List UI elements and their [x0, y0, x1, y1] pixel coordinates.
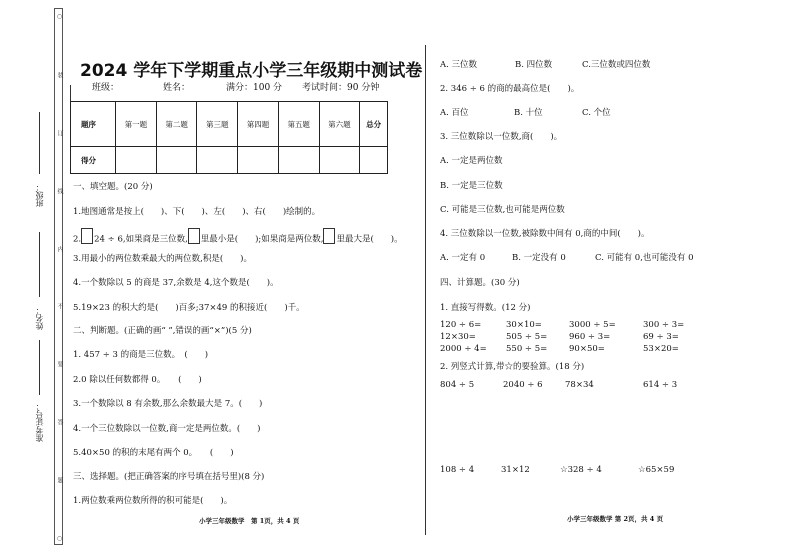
name-field: 姓名：: [163, 83, 191, 93]
question: 5.19×23 的积大约是( )百多;37×49 的积接近( )千。: [73, 303, 305, 313]
binding-mark: 要: [56, 361, 63, 368]
question: 4.一个数除以 5 的商是 37,余数是 4,这个数是( )。: [73, 278, 279, 288]
oral-calc-item: 53×20=: [643, 344, 679, 354]
binding-mark: 线: [56, 187, 63, 194]
binding-mark: 订: [56, 129, 63, 136]
page-title: 2024 学年下学期重点小学三年级期中测试卷: [80, 61, 423, 81]
binding-mark: 答: [56, 419, 63, 426]
option-a: A. 三位数: [440, 60, 478, 70]
header-q4: 第四题: [238, 102, 279, 147]
blank-box: [323, 228, 335, 244]
vertical-calc-item: 108 ÷ 4: [440, 465, 475, 475]
question: 3.用最小的两位数乘最大的两位数,积是( )。: [73, 254, 252, 264]
class-line: [39, 112, 40, 174]
oral-calc-item: 12×30=: [440, 332, 476, 342]
name-label: 姓名：: [35, 306, 44, 330]
vertical-calc-item: ☆328 ÷ 4: [560, 465, 602, 475]
vertical-calc-item: 614 ÷ 3: [643, 380, 678, 390]
oral-calc-item: 30×10=: [506, 320, 542, 330]
question: 1. 457 ÷ 3 的商是三位数。 ( ): [73, 350, 209, 360]
option-b: B. 一定是三位数: [440, 181, 503, 191]
question-text: 里最大是( )。: [336, 234, 403, 245]
question-text: 24 ÷ 6,如果商是三位数,: [94, 234, 188, 245]
question: 4.一个三位数除以一位数,商一定是两位数。( ): [73, 424, 261, 434]
question: 2. 346 ÷ 6 的商的最高位是( )。: [440, 84, 580, 94]
blank-box: [188, 228, 200, 244]
score-cell: [197, 147, 238, 174]
binding-strip: [54, 8, 63, 545]
option-c: C.三位数或四位数: [582, 60, 651, 70]
section-2-heading: 二、判断题。(正确的画“ ”,错误的画“×”)(5 分): [73, 326, 252, 336]
question: 4. 三位数除以一位数,被除数中间有 0,商的中间( )。: [440, 229, 650, 239]
header-order: 题序: [71, 102, 116, 147]
oral-calc-item: 505 ÷ 5=: [506, 332, 548, 342]
option-c: C. 可能有 0,也可能没有 0: [595, 253, 694, 263]
subsection-heading: 1. 直接写得数。(12 分): [440, 303, 531, 313]
oral-calc-item: 550 ÷ 5=: [506, 344, 548, 354]
score-table: [70, 101, 388, 174]
vertical-calc-item: 2040 ÷ 6: [503, 380, 543, 390]
score-cell: [116, 147, 157, 174]
header-q1: 第一题: [116, 102, 157, 147]
header-q5: 第五题: [278, 102, 319, 147]
oral-calc-item: 960 ÷ 3=: [569, 332, 611, 342]
option-b: B. 四位数: [515, 60, 553, 70]
option-a: A. 百位: [440, 108, 469, 118]
score-cell: [156, 147, 197, 174]
option-a: A. 一定有 0: [440, 253, 486, 263]
binding-mark: ○: [56, 534, 63, 542]
question: 1.两位数乘两位数所得的积可能是( )。: [73, 496, 233, 506]
question-number: 2.: [73, 234, 82, 245]
binding-mark: 题: [56, 477, 63, 483]
question: 3.一个数除以 8 有余数,那么余数最大是 7。( ): [73, 399, 263, 409]
section-3-heading: 三、选择题。(把正确答案的序号填在括号里)(8 分): [73, 472, 265, 482]
question: 1.地图通常是按上( )、下( )、左( )、右( )绘制的。: [73, 207, 321, 217]
option-b: B. 十位: [514, 108, 543, 118]
option-b: B. 一定没有 0: [512, 253, 566, 263]
name-line: [39, 232, 40, 297]
full-score: 满分：100 分: [226, 83, 283, 93]
question: [73, 228, 403, 244]
exam-id-label: 准考证号：: [35, 402, 44, 442]
oral-calc-item: 3000 ÷ 5=: [569, 320, 616, 330]
header-total: 总分: [360, 102, 388, 147]
section-1-heading: 一、填空题。(20 分): [73, 182, 153, 192]
binding-strip-marks: [55, 13, 64, 542]
page-divider: [425, 45, 426, 535]
option-c: C. 可能是三位数,也可能是两位数: [440, 205, 565, 215]
header-q6: 第六题: [319, 102, 360, 147]
oral-calc-item: 300 ÷ 3=: [643, 320, 685, 330]
oral-calc-item: 120 ÷ 6=: [440, 320, 482, 330]
header-q2: 第二题: [156, 102, 197, 147]
section-4-heading: 四、计算题。(30 分): [440, 278, 520, 288]
score-row-label: 得分: [71, 147, 116, 174]
score-cell: [319, 147, 360, 174]
vertical-calc-item: 78×34: [565, 380, 594, 390]
oral-calc-item: 90×50=: [569, 344, 605, 354]
binding-mark: ○: [56, 13, 63, 20]
subsection-heading: 2. 列竖式计算,带☆的要验算。(18 分): [440, 362, 585, 372]
exam-time: 考试时间：90 分钟: [302, 83, 380, 93]
question: 2.0 除以任何数都得 0。 ( ): [73, 375, 202, 385]
header-q3: 第三题: [197, 102, 238, 147]
binding-mark: 不: [56, 303, 63, 310]
vertical-calc-item: 804 ÷ 5: [440, 380, 475, 390]
vertical-calc-item: ☆65×59: [638, 465, 675, 475]
oral-calc-item: 2000 ÷ 4=: [440, 344, 487, 354]
question-text: 里最小是( );如果商是两位数,: [200, 234, 324, 245]
binding-mark: 装: [56, 71, 63, 78]
score-cell: [238, 147, 279, 174]
page-footer-1: 小学三年级数学 第 1页，共 4 页: [199, 517, 300, 525]
score-cell: [360, 147, 388, 174]
class-label: 班级：: [35, 183, 44, 207]
question: 3. 三位数除以一位数,商( )。: [440, 132, 563, 142]
score-cell: [278, 147, 319, 174]
option-c: C. 个位: [582, 108, 611, 118]
oral-calc-item: 69 ÷ 3=: [643, 332, 679, 342]
binding-mark: 内: [56, 245, 63, 252]
class-field: 班级：: [92, 83, 120, 93]
vertical-calc-item: 31×12: [501, 465, 530, 475]
page-footer-2: 小学三年级数学 第 2页，共 4 页: [567, 515, 664, 523]
blank-box: [81, 228, 93, 244]
question: 5.40×50 的积的末尾有两个 0。 ( ): [73, 448, 234, 458]
exam-id-line: [39, 340, 40, 395]
option-a: A. 一定是两位数: [440, 156, 503, 166]
